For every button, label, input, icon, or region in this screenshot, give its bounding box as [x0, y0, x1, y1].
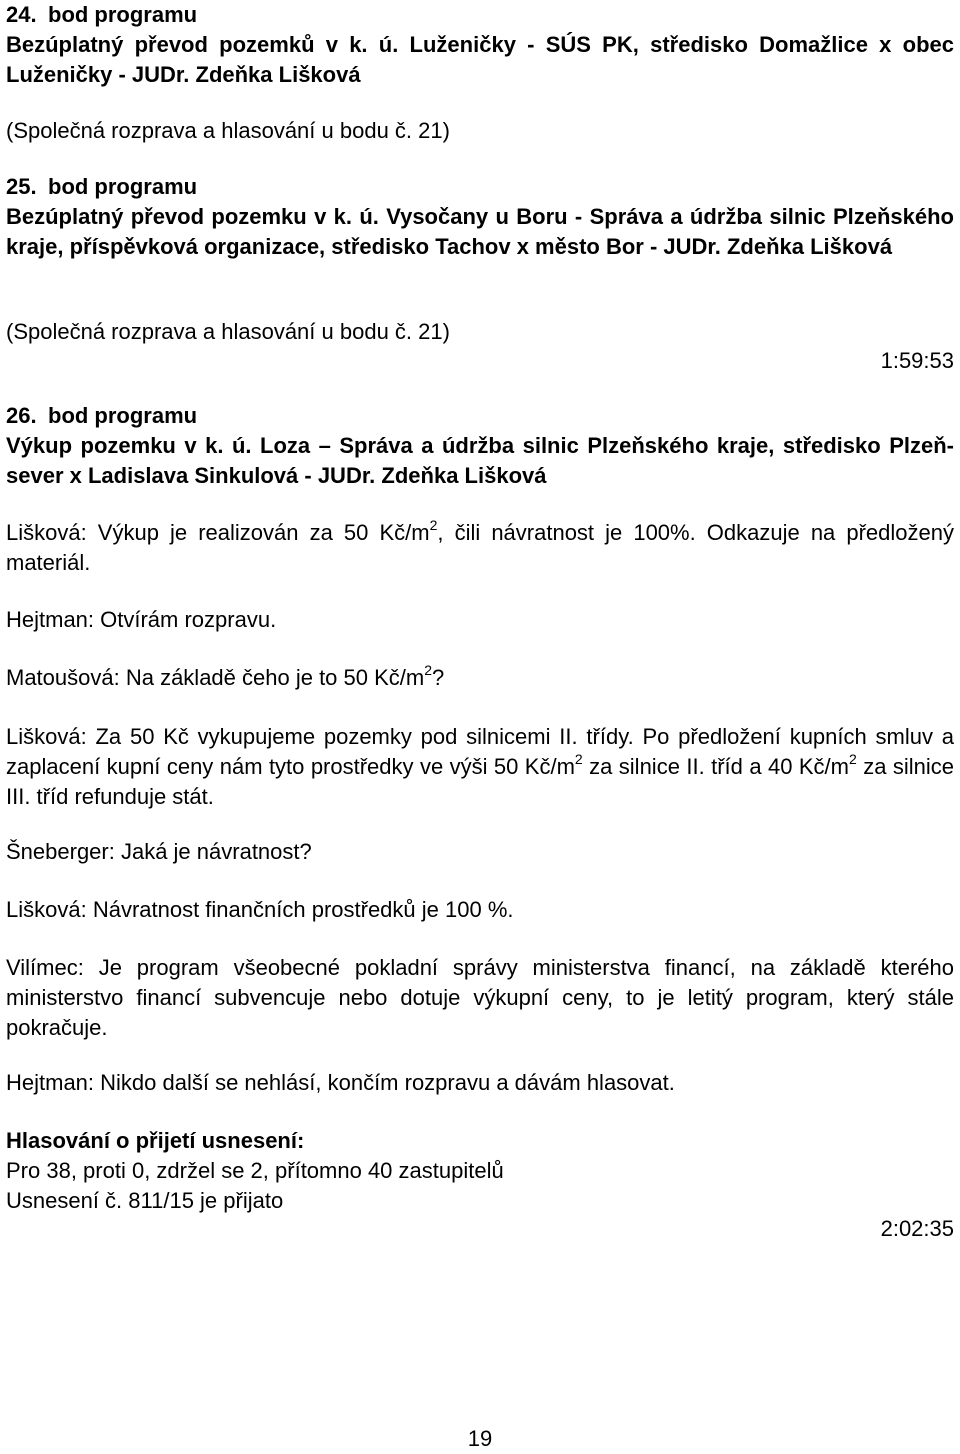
item26-heading [6, 401, 954, 431]
paragraph-liskova-2 [6, 722, 954, 812]
paragraph-sneberger: Šneberger: Jaká je návratnost? [6, 839, 312, 864]
item26-timestamp: 2:02:35 [880, 1216, 954, 1241]
paragraph-text: ? [432, 665, 445, 690]
item24-note: (Společná rozprava a hlasování u bodu č. 21) [6, 118, 450, 143]
item26-number: 26. [6, 403, 37, 428]
item25-timestamp: 1:59:53 [880, 348, 954, 373]
paragraph-liskova-3: Lišková: Návratnost finančních prostředků je 100 %. [6, 897, 514, 922]
item25-number: 25. [6, 174, 37, 199]
paragraph-text: , čili návratnost je 100%. Odkazuje na předložený materiál. [6, 520, 954, 575]
paragraph-matousova [6, 663, 954, 693]
item24-heading [6, 0, 954, 30]
item25-title: Bezúplatný převod pozemku v k. ú. Vysočany u Boru - Správa a údržba silnic Plzeňského kraje, příspěvková organizace, středisko Tachov x město Bor - JUDr. Zdeňka Lišková [6, 204, 954, 259]
item24-title: Bezúplatný převod pozemků v k. ú. Luženičky - SÚS PK, středisko Domažlice x obec Luženičky - JUDr. Zdeňka Lišková [6, 32, 954, 87]
vote-heading: Hlasování o přijetí usnesení: [6, 1128, 305, 1153]
superscript: 2 [424, 661, 433, 678]
paragraph-hejtman-1: Hejtman: Otvírám rozpravu. [6, 607, 277, 632]
paragraph-text: Matoušová: Na základě čeho je to 50 Kč/m [6, 665, 425, 690]
vote-result: Pro 38, proti 0, zdržel se 2, přítomno 40 zastupitelů [6, 1158, 504, 1183]
paragraph-hejtman-2: Hejtman: Nikdo další se nehlásí, končím rozpravu a dávám hlasovat. [6, 1070, 675, 1095]
paragraph-liskova-1 [6, 518, 954, 578]
paragraph-text: za silnice III. tříd refunduje stát. [6, 754, 954, 809]
item25-note: (Společná rozprava a hlasování u bodu č. 21) [6, 319, 450, 344]
item24-heading-label: bod programu [48, 2, 198, 27]
superscript: 2 [429, 516, 438, 533]
paragraph-vilimec: Vilímec: Je program všeobecné pokladní správy ministerstva financí, na základě kterého ministerstvo financí subvencuje nebo dotuje výkupní ceny, to je letitý program, který stále pokračuje. [6, 955, 954, 1040]
item26-heading-label: bod programu [48, 403, 198, 428]
paragraph-text: Lišková: Za 50 Kč vykupujeme pozemky pod silnicemi II. třídy. Po předložení kupních smluv a zaplacení kupní ceny nám tyto prostředky ve výši 50 Kč/m [6, 724, 954, 779]
item24-number: 24. [6, 2, 37, 27]
superscript: 2 [848, 750, 857, 767]
paragraph-text: za silnice II. tříd a 40 Kč/m [582, 754, 849, 779]
resolution: Usnesení č. 811/15 je přijato [6, 1188, 284, 1213]
item26-title: Výkup pozemku v k. ú. Loza – Správa a údržba silnic Plzeňského kraje, středisko Plzeň-sever x Ladislava Sinkulová - JUDr. Zdeňka Lišková [6, 433, 954, 488]
item25-heading [6, 172, 954, 202]
page-number: 19 [467, 1426, 493, 1451]
item25-heading-label: bod programu [48, 174, 198, 199]
superscript: 2 [574, 750, 583, 767]
paragraph-text: Lišková: Výkup je realizován za 50 Kč/m [6, 520, 430, 545]
